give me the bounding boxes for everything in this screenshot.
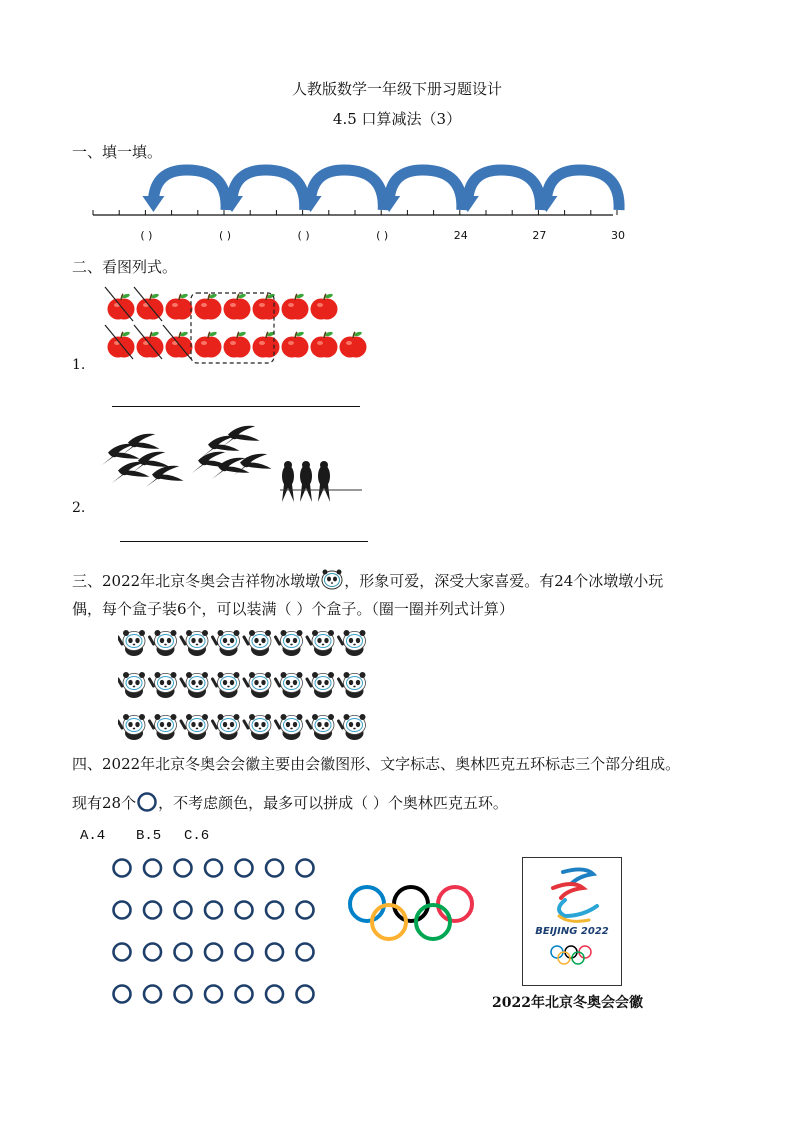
rings-grid bbox=[105, 852, 325, 1012]
ring-icon bbox=[144, 860, 161, 877]
section-3-line-2: 偶，每个盒子装6个，可以装满（ ）个盒子。（圈一圈并列式计算） bbox=[72, 600, 514, 618]
apple-icon bbox=[311, 293, 338, 320]
panda-icon bbox=[244, 630, 271, 656]
question-2-1-number: 1. bbox=[72, 357, 86, 373]
question-2-2-number: 2. bbox=[72, 500, 86, 516]
section-4-text-b: ，不考虑颜色，最多可以拼成（ ）个奥林匹克五环。 bbox=[158, 794, 508, 812]
olympic-red-ring bbox=[438, 887, 472, 921]
number-line-label[interactable]: ( ) bbox=[218, 229, 232, 242]
pandas-grid bbox=[118, 625, 378, 745]
jump-arrow-arc bbox=[311, 170, 384, 210]
section-3-text-b: ，形象可爱，深受大家喜爱。有24个冰墩墩小玩 bbox=[344, 572, 664, 590]
ring-icon bbox=[205, 944, 222, 961]
ring-icon bbox=[266, 986, 283, 1003]
jump-arrow-arc bbox=[546, 170, 619, 210]
number-line-label[interactable]: ( ) bbox=[376, 229, 389, 242]
panda-icon bbox=[276, 672, 303, 698]
panda-icon bbox=[118, 630, 145, 656]
ring-icon bbox=[236, 860, 253, 877]
panda-icon bbox=[339, 672, 366, 698]
panda-icon bbox=[150, 630, 177, 656]
section-4-line-2 bbox=[72, 791, 508, 813]
panda-icon bbox=[181, 714, 208, 740]
jump-arrow-arc bbox=[232, 170, 305, 210]
ring-icon bbox=[297, 944, 314, 961]
panda-icon bbox=[320, 568, 344, 590]
choice-b[interactable]: B.5 bbox=[136, 828, 162, 844]
apple-icon bbox=[134, 287, 164, 321]
ring-icon bbox=[114, 944, 131, 961]
ring-icon bbox=[175, 860, 192, 877]
number-line-ticks bbox=[93, 210, 617, 215]
number-line-label: 30 bbox=[611, 229, 625, 242]
apple-icon bbox=[134, 325, 164, 359]
apple-icon bbox=[195, 293, 222, 320]
ring-icon bbox=[236, 986, 253, 1003]
apple-icon bbox=[224, 331, 251, 358]
swallow-icon bbox=[146, 466, 184, 487]
olympic-rings-icon bbox=[345, 880, 475, 945]
apple-icon bbox=[282, 331, 309, 358]
ring-icon bbox=[266, 902, 283, 919]
section-4-line-1: 四、2022年北京冬奥会会徽主要由会徽图形、文字标志、奥林匹克五环标志三个部分组成。 bbox=[72, 755, 681, 773]
panda-icon bbox=[276, 630, 303, 656]
apple-icon bbox=[311, 331, 338, 358]
panda-icon bbox=[307, 630, 334, 656]
ring-icon bbox=[205, 902, 222, 919]
panda-icon bbox=[213, 672, 240, 698]
ring-icon bbox=[114, 986, 131, 1003]
ring-icon bbox=[266, 944, 283, 961]
ring-icon bbox=[144, 902, 161, 919]
jump-arrows bbox=[142, 170, 619, 212]
panda-icon bbox=[244, 672, 271, 698]
apple-icon bbox=[224, 293, 251, 320]
emblem-stroke-cyan bbox=[559, 900, 597, 916]
panda-icon bbox=[339, 630, 366, 656]
emblem-caption: 2022年北京冬奥会会徽 bbox=[492, 995, 643, 1011]
apple-icon bbox=[166, 293, 193, 320]
apple-icon bbox=[105, 325, 135, 359]
answer-line-2-1[interactable] bbox=[112, 406, 360, 407]
ring-icon bbox=[136, 791, 158, 813]
page-subtitle: 4.5 口算减法（3） bbox=[332, 110, 462, 128]
apples-figure bbox=[100, 285, 380, 375]
swallows-figure bbox=[100, 420, 370, 510]
choice-a[interactable]: A.4 bbox=[80, 828, 106, 844]
ring-icon bbox=[205, 986, 222, 1003]
ring-icon bbox=[114, 860, 131, 877]
ring-icon bbox=[236, 902, 253, 919]
panda-icon bbox=[150, 714, 177, 740]
panda-icon bbox=[181, 630, 208, 656]
ring-icon bbox=[175, 902, 192, 919]
apple-icon bbox=[282, 293, 309, 320]
page-title: 人教版数学一年级下册习题设计 bbox=[291, 80, 502, 98]
ring-icon bbox=[175, 944, 192, 961]
perched-swallow-icon bbox=[282, 461, 294, 502]
emblem-stroke-blue bbox=[563, 869, 593, 884]
apple-icon bbox=[163, 325, 193, 359]
ring-icon bbox=[205, 860, 222, 877]
number-line-label: 24 bbox=[453, 229, 468, 242]
panda-icon bbox=[213, 630, 240, 656]
emblem-stroke-red bbox=[553, 884, 583, 898]
apple-icon bbox=[105, 287, 135, 321]
panda-icon bbox=[244, 714, 271, 740]
section-3-line-1 bbox=[72, 568, 663, 591]
choice-c[interactable]: C.6 bbox=[184, 828, 210, 844]
panda-icon bbox=[118, 714, 145, 740]
beijing-2022-emblem bbox=[522, 857, 622, 986]
olympic-blue-ring bbox=[350, 887, 384, 921]
olympic-black-ring bbox=[394, 887, 428, 921]
number-line-label[interactable]: ( ) bbox=[140, 229, 153, 242]
jump-arrow-arc bbox=[153, 170, 226, 210]
panda-icon bbox=[339, 714, 366, 740]
jump-arrow-arc bbox=[468, 170, 541, 210]
ring-icon bbox=[114, 902, 131, 919]
section-2-heading: 二、看图列式。 bbox=[72, 258, 178, 276]
ring-icon bbox=[297, 860, 314, 877]
ring-icon bbox=[144, 986, 161, 1003]
ring-icon bbox=[297, 902, 314, 919]
perched-swallow-icon bbox=[300, 461, 312, 502]
apple-icon bbox=[253, 293, 280, 320]
answer-line-2-2[interactable] bbox=[120, 541, 368, 542]
panda-icon bbox=[307, 672, 334, 698]
ring-icon bbox=[236, 944, 253, 961]
panda-icon bbox=[276, 714, 303, 740]
panda-icon bbox=[150, 672, 177, 698]
ring-icon bbox=[297, 986, 314, 1003]
apple-icon bbox=[195, 331, 222, 358]
section-3-text-a: 三、2022年北京冬奥会吉祥物冰墩墩 bbox=[72, 572, 321, 590]
panda-icon bbox=[213, 714, 240, 740]
emblem-text: BEIJING 2022 bbox=[535, 926, 609, 937]
number-line-label: 27 bbox=[532, 229, 547, 242]
panda-icon bbox=[118, 672, 145, 698]
number-line-label[interactable]: ( ) bbox=[297, 229, 310, 242]
section-4-text-a: 现有28个 bbox=[72, 794, 137, 812]
panda-icon bbox=[181, 672, 208, 698]
ring-icon bbox=[175, 986, 192, 1003]
apple-icon bbox=[253, 331, 280, 358]
ring-icon bbox=[266, 860, 283, 877]
olympic-green-ring bbox=[416, 905, 450, 939]
apple-icon bbox=[340, 331, 367, 358]
perched-swallow-icon bbox=[318, 461, 330, 502]
jump-arrow-arc bbox=[389, 170, 462, 210]
jump-arrow-head bbox=[142, 196, 164, 212]
panda-icon bbox=[307, 714, 334, 740]
section-1-heading: 一、填一填。 bbox=[72, 143, 163, 161]
ring-icon bbox=[144, 944, 161, 961]
olympic-yellow-ring bbox=[372, 905, 406, 939]
